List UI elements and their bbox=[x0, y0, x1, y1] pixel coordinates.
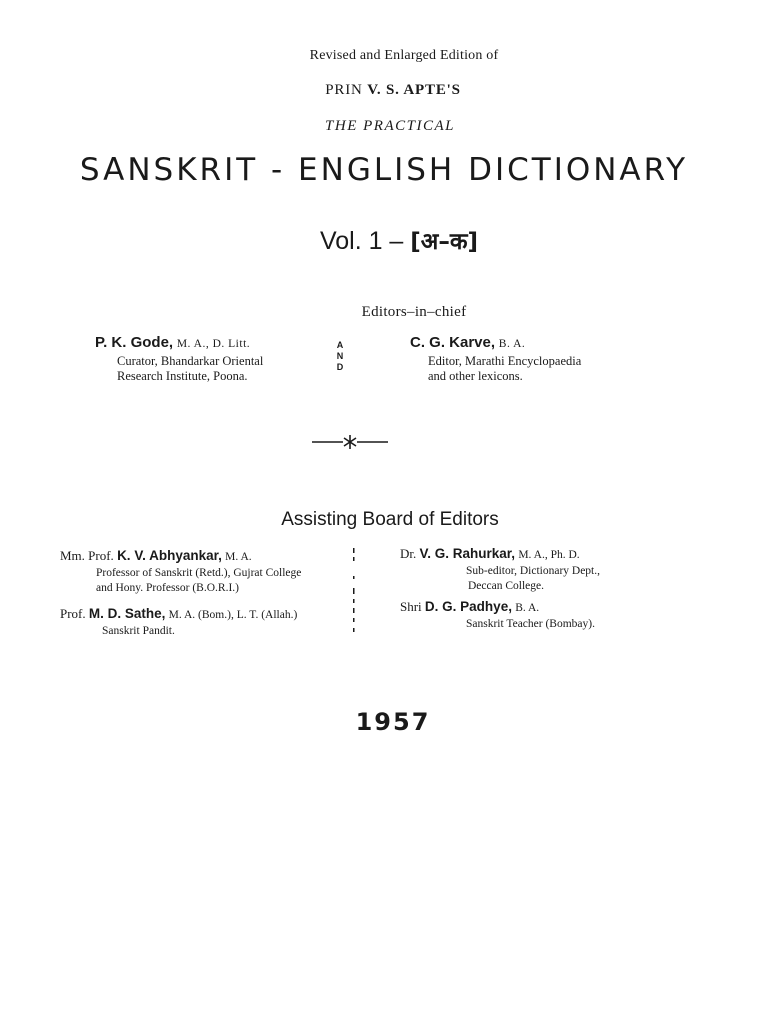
board-heading: Assisting Board of Editors bbox=[281, 509, 499, 530]
chief-editor-right-name: C. G. Karve, bbox=[410, 334, 496, 351]
and-letter: N bbox=[336, 351, 344, 361]
practical-line: THE PRACTICAL bbox=[325, 118, 455, 134]
board-member-degrees: M. A. bbox=[225, 551, 252, 563]
and-letter: D bbox=[336, 362, 344, 372]
editors-in-chief-heading: Editors–in–chief bbox=[361, 304, 467, 320]
board-member-line: Sanskrit Pandit. bbox=[102, 625, 175, 637]
author-prefix: PRIN bbox=[325, 82, 363, 98]
board-member-degrees: M. A., Ph. D. bbox=[518, 549, 580, 561]
column-divider bbox=[350, 546, 358, 642]
board-member-line: Professor of Sanskrit (Retd.), Gujrat College bbox=[96, 567, 302, 579]
board-member-line: Deccan College. bbox=[468, 580, 544, 592]
and-conjunction bbox=[334, 340, 346, 373]
board-member-prefix: Prof. bbox=[60, 606, 86, 621]
chief-editor-left-degrees: M. A., D. Litt. bbox=[176, 338, 251, 350]
board-member-prefix: Mm. Prof. bbox=[60, 548, 114, 563]
board-member-line: Sub-editor, Dictionary Dept., bbox=[466, 565, 600, 577]
board-member-left bbox=[60, 548, 301, 596]
board-member-right bbox=[400, 599, 595, 632]
chief-editor-left bbox=[95, 334, 263, 384]
board-member-prefix: Dr. bbox=[400, 546, 417, 561]
dictionary-title: SANSKRIT - ENGLISH DICTIONARY bbox=[79, 152, 689, 188]
publication-year: 1957 bbox=[355, 708, 431, 736]
chief-editor-right-line: Editor, Marathi Encyclopaedia bbox=[428, 354, 582, 368]
chief-editor-left-name: P. K. Gode, bbox=[95, 334, 174, 351]
volume-label: Vol. 1 – bbox=[319, 227, 404, 255]
board-member-line: and Hony. Professor (B.O.R.I.) bbox=[96, 582, 239, 594]
board-member-right bbox=[400, 546, 600, 594]
author-name: V. S. APTE'S bbox=[367, 82, 461, 98]
board-member-degrees: M. A. (Bom.), L. T. (Allah.) bbox=[168, 609, 298, 621]
chief-editor-left-line: Research Institute, Poona. bbox=[117, 369, 248, 383]
chief-editor-left-line: Curator, Bhandarkar Oriental bbox=[117, 354, 264, 368]
edition-line: Revised and Enlarged Edition of bbox=[309, 48, 499, 63]
board-member-line: Sanskrit Teacher (Bombay). bbox=[466, 618, 595, 630]
author-line bbox=[0, 82, 768, 99]
board-member-degrees: B. A. bbox=[515, 602, 540, 614]
board-member-name: K. V. Abhyankar, bbox=[117, 548, 222, 563]
board-member-name: D. G. Padhye, bbox=[424, 599, 512, 614]
and-letter: A bbox=[336, 340, 344, 350]
volume-range: [अ–क] bbox=[410, 229, 479, 255]
board-member-left bbox=[60, 606, 297, 639]
chief-editor-right bbox=[410, 334, 581, 384]
board-member-name: M. D. Sathe, bbox=[88, 606, 166, 621]
board-member-name: V. G. Rahurkar, bbox=[419, 546, 516, 561]
chief-editor-right-line: and other lexicons. bbox=[428, 369, 523, 383]
chief-editor-right-degrees: B. A. bbox=[498, 338, 526, 350]
board-member-prefix: Shri bbox=[400, 599, 422, 614]
star-rule-ornament bbox=[310, 432, 390, 452]
volume-line bbox=[0, 224, 768, 256]
